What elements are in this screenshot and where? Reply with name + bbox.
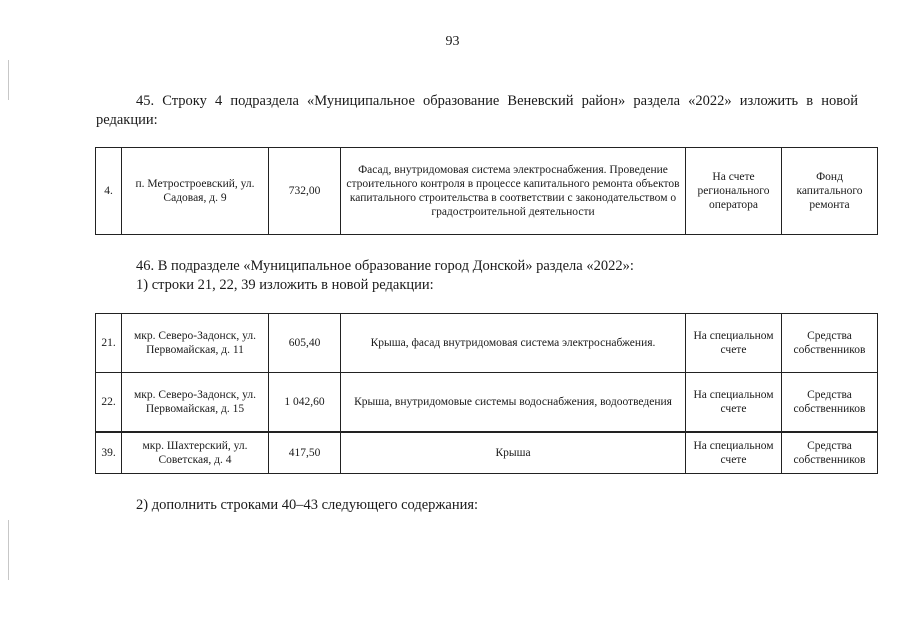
table-venevsky xyxy=(95,147,878,235)
table-donskoy-row-39 xyxy=(95,432,878,474)
row-account: На счете регионального оператора xyxy=(686,148,782,235)
table-row xyxy=(96,148,878,235)
row-source: Средства собственников xyxy=(782,314,878,373)
row-number: 4. xyxy=(96,148,122,235)
scan-artifact xyxy=(8,520,9,580)
row-source: Средства собственников xyxy=(782,373,878,432)
row-account: На специальном счете xyxy=(686,433,782,474)
table-row xyxy=(96,433,878,474)
row-account: На специальном счете xyxy=(686,314,782,373)
row-cost: 1 042,60 xyxy=(269,373,341,432)
row-works: Крыша, внутридомовые системы водоснабжения, водоотведения xyxy=(341,373,686,432)
table-donskoy-rows-21-22 xyxy=(95,313,878,432)
row-cost: 605,40 xyxy=(269,314,341,373)
row-works: Крыша xyxy=(341,433,686,474)
row-source: Средства собственников xyxy=(782,433,878,474)
row-cost: 732,00 xyxy=(269,148,341,235)
row-number: 39. xyxy=(96,433,122,474)
paragraph-45: 45. Строку 4 подраздела «Муниципальное образование Веневский район» раздела «2022» изложить в новой редакции: xyxy=(96,93,858,128)
paragraph-46: 46. В подразделе «Муниципальное образование город Донской» раздела «2022»: xyxy=(136,258,634,274)
row-address: мкр. Шахтерский, ул. Советская, д. 4 xyxy=(122,433,269,474)
row-works: Фасад, внутридомовая система электроснабжения. Проведение строительного контроля в процессе капитального ремонта объектов капитального строительства в соответствии с законодательством о градостроительной деятельности xyxy=(341,148,686,235)
row-address: п. Метростроевский, ул. Садовая, д. 9 xyxy=(122,148,269,235)
row-address: мкр. Северо-Задонск, ул. Первомайская, д. 11 xyxy=(122,314,269,373)
row-account: На специальном счете xyxy=(686,373,782,432)
row-source: Фонд капитального ремонта xyxy=(782,148,878,235)
row-cost: 417,50 xyxy=(269,433,341,474)
table-row xyxy=(96,373,878,432)
row-address: мкр. Северо-Задонск, ул. Первомайская, д. 15 xyxy=(122,373,269,432)
paragraph-46-item-1: 1) строки 21, 22, 39 изложить в новой редакции: xyxy=(136,277,434,293)
row-number: 22. xyxy=(96,373,122,432)
scan-artifact xyxy=(8,60,9,100)
table-row xyxy=(96,314,878,373)
row-works: Крыша, фасад внутридомовая система электроснабжения. xyxy=(341,314,686,373)
row-number: 21. xyxy=(96,314,122,373)
page-number: 93 xyxy=(445,34,460,49)
paragraph-46-item-2: 2) дополнить строками 40–43 следующего содержания: xyxy=(136,497,479,513)
